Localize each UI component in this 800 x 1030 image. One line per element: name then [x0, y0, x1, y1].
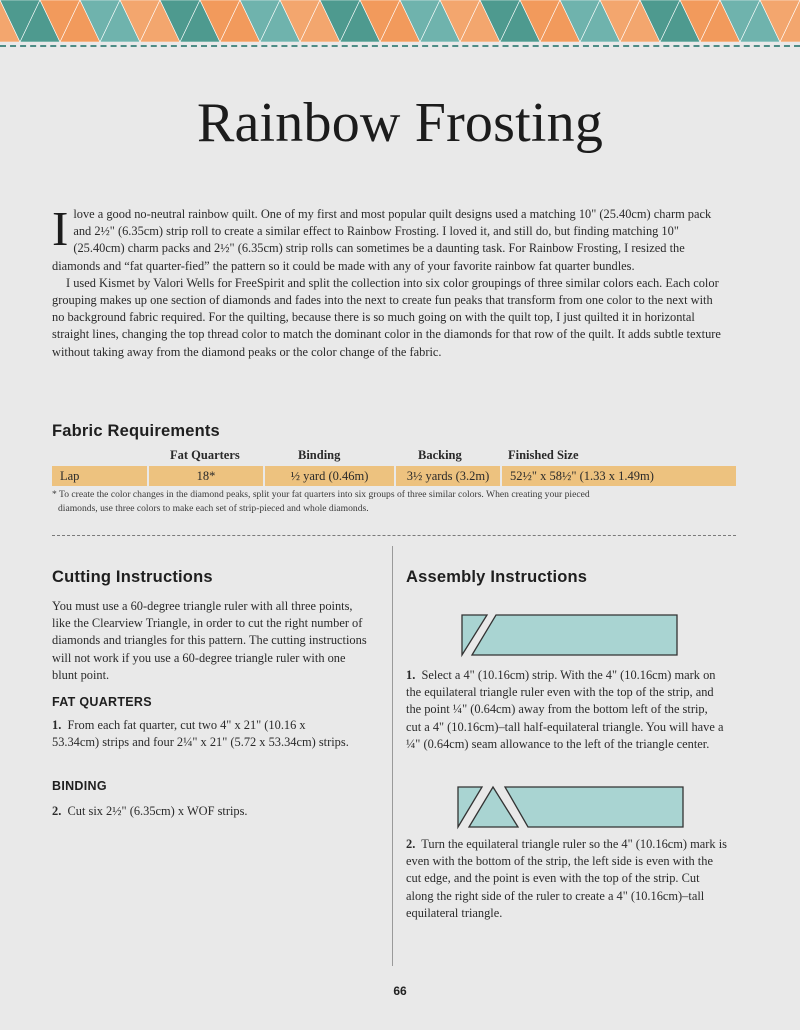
column-divider: [392, 546, 393, 966]
strip-cut-diagram-2: [456, 784, 688, 830]
cell-size: Lap: [52, 466, 147, 486]
banner-divider: [0, 45, 800, 47]
col-header-binding: Binding: [298, 448, 341, 462]
cutting-step-1: 1. From each fat quarter, cut two 4" x 21" (10.16 x 53.34cm) strips and four 2¼" x 21" (5.72 x 53.34cm) strips.: [52, 718, 349, 750]
section-divider: [52, 535, 736, 536]
intro-text: [52, 201, 728, 361]
strip-remainder: [505, 787, 683, 827]
cutting-instructions-heading: Cutting Instructions: [52, 568, 213, 586]
cutting-intro: You must use a 60-degree triangle ruler with all three points, like the Clearview Triangle, in order to cut the right number of diamonds and triangles for this pattern. The cutting instructions will not work if you use a 60-degree triangle ruler with one blunt point.: [52, 599, 367, 682]
strip-remainder: [472, 615, 677, 655]
fabric-requirements-table: [52, 448, 736, 486]
page-number: 66: [393, 984, 407, 998]
fabric-requirements-heading: Fabric Requirements: [52, 422, 220, 440]
cutting-step-2: 2. Cut six 2½" (6.35cm) x WOF strips.: [52, 804, 248, 818]
col-header-fat-quarters: Fat Quarters: [170, 448, 240, 462]
strip-cut-diagram-1: [460, 612, 682, 658]
binding-heading: BINDING: [52, 779, 107, 793]
fat-quarters-heading: FAT QUARTERS: [52, 695, 152, 709]
col-header-finished-size: Finished Size: [508, 448, 579, 462]
cell-binding: ½ yard (0.46m): [265, 466, 394, 486]
intro-paragraph-1: I love a good no-neutral rainbow quilt. One of my first and most popular quilt designs used a matching 10" (25.40cm) charm pack and 2½" (6.35cm) strip roll to create a similar effect to Rainbow Frosting. I loved it, and still do, but finding matching 10" (25.40cm) charm packs and 2½" (6.35cm) strip rolls can sometimes be a daunting task. For Rainbow Frosting, I resized the diamonds and “fat quarter-fied” the pattern so it could be made with any of your favorite rainbow fat quarter bundles.: [52, 201, 712, 273]
assembly-step-1: 1. Select a 4" (10.16cm) strip. With the 4" (10.16cm) mark on the equilateral triangle ruler even with the top of the strip, and the point ¼" (0.64cm) away from the bottom left of the strip, cut a 4" (10.16cm)–tall half-equilateral triangle. You will have a ¼" (0.64cm) seam allowance to the left of the triangle center.: [406, 668, 724, 751]
drop-cap: I: [52, 201, 69, 256]
intro-paragraph-2: I used Kismet by Valori Wells for FreeSpirit and split the collection into six color groupings of three similar colors each. Each color grouping makes up one section of diamonds and fades into the next to create fun peaks that transform from one color to the next with no background fabric required. For the quilting, because there is so much going on with the quilt top, I just quilted it in horizontal straight lines, changing the top thread color to match the dominant color in the diamonds for that row of the quilt. It adds subtle texture without taking away from the diamond peaks or the color change of the fabric.: [52, 275, 721, 359]
cell-finished-size: 52½" x 58½" (1.33 x 1.49m): [502, 466, 736, 486]
cell-backing: 3½ yards (3.2m): [396, 466, 500, 486]
cell-fat-quarters: 18*: [149, 466, 263, 486]
banner-pattern: [0, 0, 800, 42]
table-footnote: * To create the color changes in the diamond peaks, split your fat quarters into six groups of three similar colors. When creating your pieced diamonds, use three colors to make each set of strip-pieced and whole diamonds.: [52, 489, 590, 514]
quilt-banner: [0, 0, 800, 42]
page-title: Rainbow Frosting: [196, 92, 604, 154]
table-header-row: [52, 448, 736, 465]
table-row: [52, 466, 736, 486]
assembly-step-2: 2. Turn the equilateral triangle ruler so the 4" (10.16cm) mark is even with the bottom of the strip, the left side is even with the cut edge, and the point is even with the top of the strip. Cut along the right side of the ruler to create a 4" (10.16cm)–tall equilateral triangle.: [406, 837, 727, 920]
col-header-backing: Backing: [418, 448, 462, 462]
assembly-instructions-heading: Assembly Instructions: [406, 568, 588, 586]
